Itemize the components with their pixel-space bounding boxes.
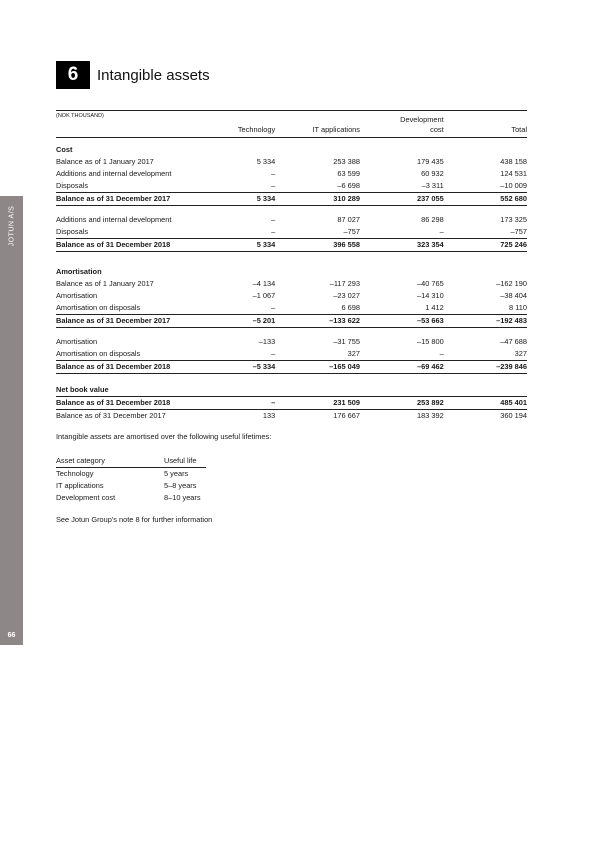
cell [360, 252, 444, 261]
cell: –133 622 [275, 315, 360, 328]
cell: 253 388 [333, 157, 360, 166]
unit-label: (NOK THOUSAND) [56, 111, 238, 138]
section-heading-row [56, 138, 527, 157]
cell: 87 027 [337, 215, 360, 224]
col-header: IT applications [275, 111, 360, 138]
row-label: Disposals [56, 227, 89, 236]
cell: –47 688 [500, 337, 527, 346]
table-row [56, 468, 206, 481]
table-row [56, 278, 527, 290]
cell: IT applications [56, 481, 104, 490]
row-label: Amortisation on disposals [56, 349, 141, 358]
table-row [56, 328, 527, 337]
row-label: Additions and internal development [56, 169, 172, 178]
cell: 5–8 years [164, 481, 197, 490]
table-header-row [56, 455, 206, 468]
row-label: Additions and internal development [56, 215, 172, 224]
cell: 60 932 [421, 169, 444, 178]
sidebar [0, 196, 23, 645]
col-header: Useful life [164, 455, 206, 468]
table-row [56, 168, 527, 180]
cell [275, 206, 360, 215]
cell: – [271, 303, 276, 312]
cell: 5 years [164, 469, 189, 478]
col-header: Total [444, 111, 527, 138]
cell: 8 110 [509, 303, 527, 312]
cell: –165 049 [275, 361, 360, 374]
section-heading-row [56, 260, 527, 278]
cell: – [271, 349, 276, 358]
total-row [56, 397, 527, 410]
cell [275, 374, 360, 383]
cell: –5 201 [238, 315, 275, 328]
page-number: 66 [7, 632, 16, 639]
cell: 124 531 [500, 169, 527, 178]
cell [444, 206, 527, 215]
cell [360, 382, 444, 397]
cell: – [271, 215, 276, 224]
cell: –69 462 [360, 361, 444, 374]
row-label: Balance as of 31 December 2018 [56, 239, 238, 252]
cell: –4 134 [252, 279, 276, 288]
table-header-row [56, 111, 527, 138]
cell [238, 328, 275, 337]
cell: 231 509 [275, 397, 360, 410]
cell: –117 293 [329, 279, 360, 288]
table-row [56, 374, 527, 383]
cell [275, 328, 360, 337]
cell: 310 289 [275, 193, 360, 206]
cell: 176 667 [333, 411, 360, 420]
table-row [56, 206, 527, 215]
cell: – [238, 397, 275, 410]
table-row [56, 180, 527, 193]
cell: –1 067 [252, 291, 276, 300]
total-row [56, 361, 527, 374]
note-number: 6 [56, 61, 90, 89]
cell [444, 382, 527, 397]
cell [444, 374, 527, 383]
col-header: Development cost [360, 111, 444, 138]
cell: 5 334 [256, 157, 276, 166]
cell: –31 755 [333, 337, 360, 346]
cell: 327 [347, 349, 360, 358]
cell: 552 680 [444, 193, 527, 206]
row-label: Disposals [56, 181, 89, 190]
cell [444, 252, 527, 261]
cell [360, 260, 444, 278]
cell [238, 374, 275, 383]
cell: 1 412 [425, 303, 444, 312]
cell: 323 354 [360, 239, 444, 252]
col-header: Asset category [56, 455, 164, 468]
cell: –14 310 [416, 291, 444, 300]
row-label: Balance as of 31 December 2017 [56, 411, 166, 420]
row-label: Net book value [56, 382, 238, 397]
cell: 237 055 [360, 193, 444, 206]
cell [275, 382, 360, 397]
cell [275, 138, 360, 157]
cell [444, 138, 527, 157]
cell: –757 [343, 227, 360, 236]
row-label: Balance as of 1 January 2017 [56, 279, 154, 288]
row-label: Amortisation [56, 291, 98, 300]
cell: 133 [262, 411, 276, 420]
cell: 179 435 [416, 157, 444, 166]
cell: –3 311 [421, 181, 444, 190]
cell [238, 252, 275, 261]
row-label: Balance as of 31 December 2018 [56, 397, 238, 410]
cell: –6 698 [337, 181, 360, 190]
table-row [56, 226, 527, 239]
cell: –192 483 [444, 315, 527, 328]
table-row [56, 156, 527, 168]
cell [275, 252, 360, 261]
table-row [56, 214, 527, 226]
cell: 5 334 [238, 193, 275, 206]
cell: 8–10 years [164, 493, 201, 502]
cell [238, 206, 275, 215]
row-label: Balance as of 31 December 2018 [56, 361, 238, 374]
row-label: Amortisation on disposals [56, 303, 141, 312]
table-row [56, 336, 527, 348]
row-label [56, 206, 238, 215]
row-label [56, 374, 238, 383]
cell: 173 325 [500, 215, 527, 224]
cell [238, 382, 275, 397]
cell: 725 246 [444, 239, 527, 252]
row-label: Balance as of 1 January 2017 [56, 157, 154, 166]
table-row [56, 348, 527, 361]
section-heading-row [56, 382, 527, 397]
cell: –162 190 [496, 279, 527, 288]
table-row [56, 252, 527, 261]
cell: – [271, 227, 276, 236]
cell: 360 194 [500, 411, 527, 420]
cell: –15 800 [416, 337, 444, 346]
cell [444, 260, 527, 278]
row-label: Amortisation [56, 267, 102, 276]
cell: 396 558 [275, 239, 360, 252]
cell: –38 404 [500, 291, 527, 300]
cell: –10 009 [500, 181, 527, 190]
cell: Development cost [56, 493, 116, 502]
cell: Technology [56, 469, 94, 478]
cell: 6 698 [341, 303, 360, 312]
cell: – [439, 349, 444, 358]
cell: –757 [510, 227, 527, 236]
useful-lifetimes-table [56, 455, 206, 504]
cell [275, 260, 360, 278]
cell: – [439, 227, 444, 236]
total-row [56, 239, 527, 252]
cell: 5 334 [238, 239, 275, 252]
total-row [56, 193, 527, 206]
col-header: Technology [238, 111, 275, 138]
cell: –239 846 [444, 361, 527, 374]
table-row [56, 492, 206, 504]
table-row [56, 302, 527, 315]
row-label: Balance as of 31 December 2017 [56, 193, 238, 206]
cell [238, 138, 275, 157]
cell: –133 [258, 337, 276, 346]
cell: –40 765 [416, 279, 444, 288]
cell: 253 892 [360, 397, 444, 410]
row-label: Balance as of 31 December 2017 [56, 315, 238, 328]
cell: 485 401 [444, 397, 527, 410]
page-title: Intangible assets [97, 67, 210, 84]
cell: –53 663 [360, 315, 444, 328]
row-label [56, 252, 238, 261]
cell: 63 599 [337, 169, 360, 178]
lifetimes-intro: Intangible assets are amortised over the following useful lifetimes: [56, 432, 272, 441]
table-row [56, 290, 527, 302]
cell [360, 138, 444, 157]
company-label: JOTUN A/S [8, 205, 15, 247]
cell [238, 260, 275, 278]
cell: –23 027 [333, 291, 360, 300]
cell: 183 392 [416, 411, 444, 420]
table-row [56, 480, 206, 492]
row-label: Amortisation [56, 337, 98, 346]
cell: 438 158 [500, 157, 527, 166]
cell: – [271, 169, 276, 178]
row-label: Cost [56, 145, 73, 154]
cell: 327 [514, 349, 527, 358]
cell: –5 334 [238, 361, 275, 374]
cell [360, 206, 444, 215]
intangible-assets-table [56, 110, 527, 422]
total-row [56, 315, 527, 328]
cell: – [271, 181, 276, 190]
cell [360, 374, 444, 383]
footnote: See Jotun Group's note 8 for further information [56, 515, 213, 524]
cell: 86 298 [421, 215, 444, 224]
row-label [56, 328, 238, 337]
cell [444, 328, 527, 337]
table-row [56, 410, 527, 423]
cell [360, 328, 444, 337]
